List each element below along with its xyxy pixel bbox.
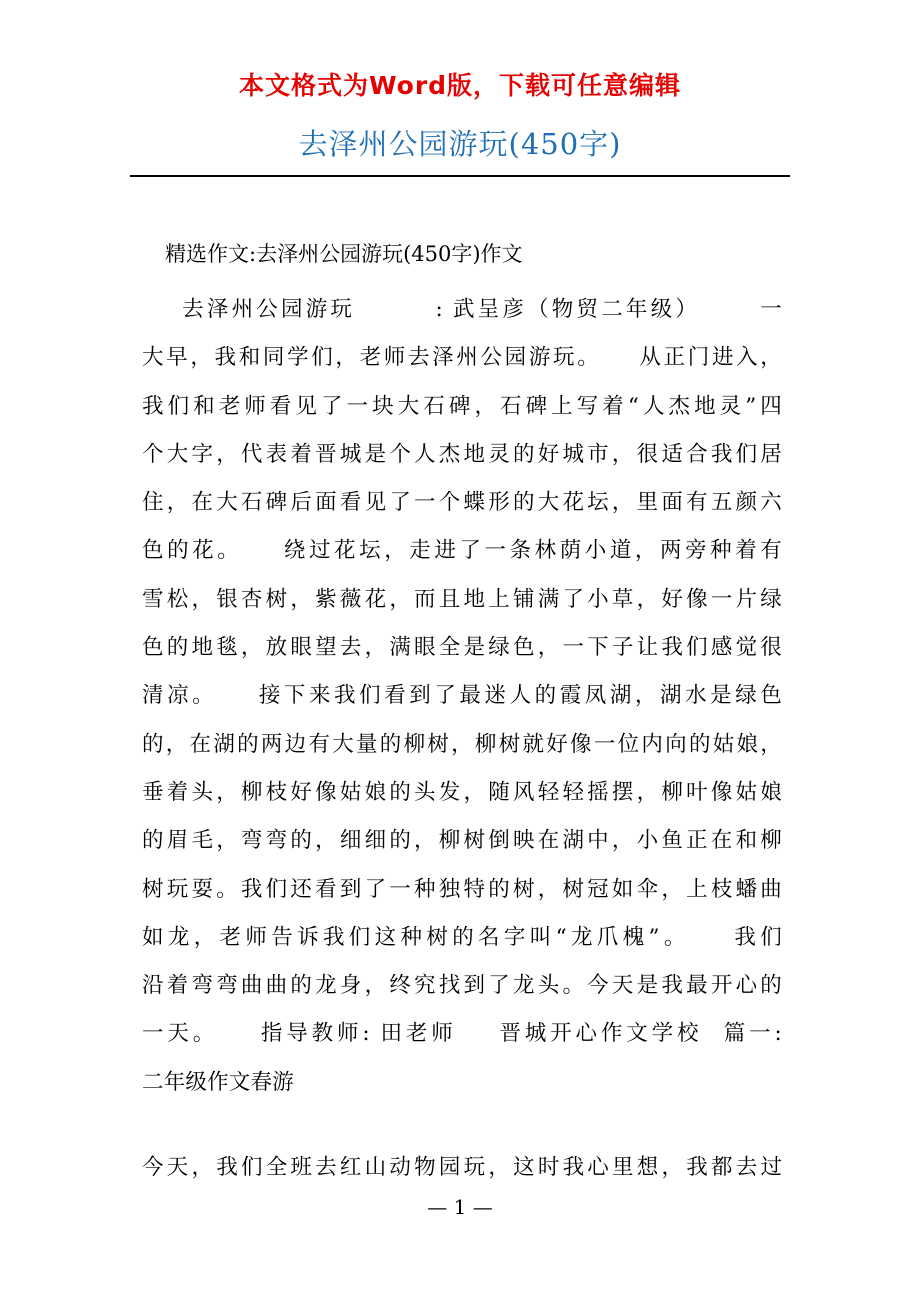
essay-line: 的眉毛，弯弯的，细细的，柳树倒映在湖中，小鱼正在和柳 (142, 828, 782, 854)
essay-line: 大早，我和同学们，老师去泽州公园游玩。 从正门进入， (142, 345, 782, 371)
essay-body (142, 286, 782, 1107)
essay-line: 个大字，代表着晋城是个人杰地灵的好城市，很适合我们居 (142, 441, 782, 467)
essay-line: 的，在湖的两边有大量的柳树，柳树就好像一位内向的姑娘， (142, 731, 782, 757)
essay-line: 垂着头，柳枝好像姑娘的头发，随风轻轻摇摆，柳叶像姑娘 (142, 779, 782, 805)
page-number: — 1 — (427, 1195, 493, 1219)
essay-line: 二年级作文春游 (142, 1069, 294, 1095)
essay-line: 我们和老师看见了一块大石碑，石碑上写着“人杰地灵”四 (142, 393, 782, 419)
essay-line: 色的花。 绕过花坛，走进了一条林荫小道，两旁种着有 (142, 538, 782, 564)
essay-line: 清凉。 接下来我们看到了最迷人的霞凤湖，湖水是绿色 (142, 683, 782, 709)
next-essay-paragraph: 今天，我们全班去红山动物园玩，这时我心里想，我都去过 (142, 1155, 782, 1180)
essay-line: 住，在大石碑后面看见了一个蝶形的大花坛，里面有五颜六 (142, 490, 782, 516)
essay-line: 沿着弯弯曲曲的龙身，终究找到了龙头。今天是我最开心的 (142, 973, 782, 999)
essay-line: 树玩耍。我们还看到了一种独特的树，树冠如伞，上枝蟠曲 (142, 876, 782, 902)
essay-line: 雪松，银杏树，紫薇花，而且地上铺满了小草，好像一片绿 (142, 586, 782, 612)
essay-line: 如龙，老师告诉我们这种树的名字叫“龙爪槐”。 我们 (142, 924, 782, 950)
essay-line: 一天。 指导教师: 田老师 晋城开心作文学校 篇一: (142, 1021, 782, 1047)
essay-line: 色的地毯，放眼望去，满眼全是绿色，一下子让我们感觉很 (142, 635, 782, 661)
essay-subtitle: 精选作文:去泽州公园游玩(450字)作文 (165, 242, 523, 266)
format-notice: 本文格式为Word版，下载可任意编辑 (238, 71, 682, 100)
essay-line: 去泽州公园游玩 : 武呈彦（物贸二年级） 一 (142, 297, 782, 322)
title-divider (130, 175, 790, 177)
page-title: 去泽州公园游玩(450字) (298, 127, 622, 161)
